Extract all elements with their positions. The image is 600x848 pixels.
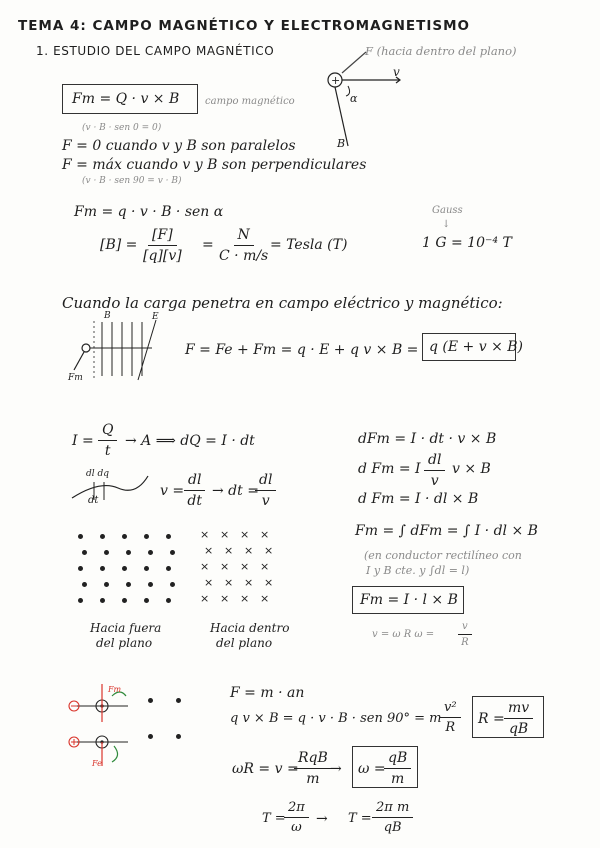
field-dot [100, 566, 105, 571]
field-cross: × [244, 544, 254, 557]
b-field-label: B [337, 137, 346, 150]
dl-dq-labels: dl dq [86, 469, 110, 479]
field-dot [122, 566, 127, 571]
f-man: F = m · an [230, 685, 305, 701]
field-dot [166, 598, 171, 603]
alpha-label: α [350, 92, 358, 105]
period-fraction-1 [284, 800, 309, 835]
field-dot [104, 582, 109, 587]
fm-label-4: Fm [108, 685, 122, 694]
field-cross: × [260, 592, 270, 605]
field-cross: × [260, 560, 270, 573]
omega-r-arrow: → [330, 761, 342, 777]
dt-eq-left: → dt = [212, 483, 259, 499]
f-max-perpendicular: F = máx cuando v y B son perpendiculares [62, 157, 367, 173]
force-into-plane-label: F (hacia dentro del plano) [365, 44, 517, 58]
b-label-2: B [104, 311, 111, 321]
in-plane-label-1: Hacia dentro [210, 621, 290, 635]
field-cross: × [224, 544, 234, 557]
radius-fraction-num: mv [504, 700, 533, 719]
note-parallel: (v · B · sen 0 = 0) [82, 123, 162, 133]
dfm-step-3: d Fm = I · dl × B [358, 491, 479, 507]
unit-fraction-1 [143, 227, 182, 264]
qvb-fraction-num: v² [440, 700, 461, 718]
dfm-step-2-num: dl [424, 452, 445, 471]
field-cross: × [200, 528, 210, 541]
conductor-note-1: (en conductor rectilíneo con [364, 549, 522, 562]
in-plane-label-2: del plano [216, 636, 273, 650]
velocity-label: v [393, 65, 400, 79]
radius-fraction-den: qB [508, 721, 529, 737]
radius-left: R = [478, 711, 505, 727]
period-arrow: → [316, 811, 328, 827]
dfm-step-1: dFm = I · dt · v × B [358, 431, 497, 447]
lorentz-total-equation: F = Fe + Fm = q · E + q v × B = [185, 342, 419, 358]
svg-text:+: + [331, 74, 341, 87]
circular-motion-diagram [68, 682, 188, 772]
dfm-step-2-den: v [430, 473, 439, 489]
dfm-step-2-fraction [424, 452, 445, 489]
fe-label-4: Fe [92, 759, 102, 768]
period-fraction-1-den: ω [291, 820, 302, 835]
field-cross: × [240, 592, 250, 605]
omega-result-num: qB [384, 750, 411, 769]
omega-left: ω = [358, 761, 386, 777]
section1-heading: 1. ESTUDIO DEL CAMPO MAGNÉTICO [36, 44, 275, 58]
fm-integral: Fm = ∫ dFm = ∫ I · dl × B [355, 523, 538, 539]
fm-formula: Fm = Q · v × B [72, 91, 180, 107]
field-dot [126, 550, 131, 555]
field-dot [122, 598, 127, 603]
field-dot [82, 582, 87, 587]
field-cross: × [220, 528, 230, 541]
omega-r-fraction-num: RqB [294, 750, 332, 769]
page-title: TEMA 4: CAMPO MAGNÉTICO Y ELECTROMAGNETISMO [18, 18, 471, 34]
e-label-2: E [152, 312, 159, 322]
note-perpendicular: (v · B · sen 90 = v · B) [82, 176, 182, 186]
campo-magnetico-note: campo magnético [205, 96, 295, 107]
omega-fraction [458, 621, 472, 648]
field-cross: × [264, 544, 274, 557]
omega-note: v = ω R ω = [372, 629, 435, 640]
v-eq-left: v = [160, 483, 185, 499]
dt-label: dt [88, 495, 99, 506]
omega-r-fraction [294, 750, 332, 787]
gauss-equation: 1 G = 10⁻⁴ T [422, 235, 512, 251]
field-cross: × [200, 560, 210, 573]
v-fraction-den: dt [187, 493, 203, 509]
period-fraction-2-num: 2π m [372, 800, 413, 818]
field-cross: × [260, 528, 270, 541]
current-i-left: I = [72, 433, 94, 449]
field-cross: × [264, 576, 274, 589]
field-cross: × [224, 576, 234, 589]
unit-b-left: [B] = [100, 237, 138, 253]
field-dot [100, 534, 105, 539]
qvb-fraction [440, 700, 461, 735]
field-dot [148, 550, 153, 555]
period-fraction-1-num: 2π [284, 800, 309, 818]
force-arrow [342, 52, 366, 73]
field-cross: × [220, 592, 230, 605]
field-cross: × [240, 560, 250, 573]
current-rest: → A ⟹ dQ = I · dt [125, 433, 255, 449]
omega-fraction-den: R [461, 637, 469, 648]
x-field-in [200, 528, 290, 608]
field-dot [148, 582, 153, 587]
field-dot [104, 550, 109, 555]
current-fraction [98, 422, 117, 459]
field-cross: × [220, 560, 230, 573]
fm-boxed: Fm = I · l × B [360, 592, 458, 608]
field-cross: × [244, 576, 254, 589]
current-fraction-den: t [104, 443, 111, 459]
field-dot [126, 582, 131, 587]
dfm-step-2-right: v × B [452, 461, 491, 477]
v-fraction-num: dl [184, 472, 205, 491]
radius-fraction [504, 700, 533, 737]
field-dot [100, 598, 105, 603]
dt-fraction [255, 472, 276, 509]
out-plane-label-2: del plano [96, 636, 153, 650]
field-dot [144, 566, 149, 571]
dot-field-out [78, 534, 188, 614]
conductor-note-2: I y B cte. y ∫dl = l) [366, 564, 470, 577]
field-cross: × [204, 544, 214, 557]
field-dot [122, 534, 127, 539]
dfm-step-2-left: d Fm = I [358, 461, 421, 477]
period-fraction-2-den: qB [383, 820, 402, 835]
omega-r-left: ωR = v = [232, 761, 299, 777]
out-plane-label-1: Hacia fuera [90, 621, 162, 635]
field-dot [144, 598, 149, 603]
field-cross: × [200, 592, 210, 605]
omega-fraction-num: v [458, 621, 472, 635]
unit-fraction-1-den: [q][v] [143, 248, 182, 264]
omega-result-den: m [390, 771, 405, 787]
current-fraction-num: Q [98, 422, 117, 441]
field-cross: × [204, 576, 214, 589]
omega-result-fraction [384, 750, 411, 787]
period-left-2: T = [348, 811, 372, 826]
charge-diagram [318, 46, 398, 166]
qvb-equation: q v × B = q · v · B · sen 90° = m [230, 711, 442, 726]
field-dot [166, 534, 171, 539]
unit-tesla: = Tesla (T) [270, 237, 348, 253]
unit-fraction-2-num: N [234, 227, 254, 246]
section2-heading: Cuando la carga penetra en campo eléctrico y magnético: [62, 294, 503, 312]
field-dot [78, 598, 83, 603]
fm-label-2: Fm [68, 373, 83, 383]
lorentz-total-boxed: q (E + v × B) [429, 339, 524, 355]
field-dot [166, 566, 171, 571]
unit-fraction-1-num: [F] [148, 227, 177, 246]
field-dot [78, 534, 83, 539]
field-dot [144, 534, 149, 539]
v-fraction [184, 472, 205, 509]
field-dot [170, 582, 175, 587]
unit-fraction-2-den: C · m/s [219, 248, 269, 264]
field-cross: × [240, 528, 250, 541]
gauss-label: Gauss [432, 205, 463, 216]
field-dot [78, 566, 83, 571]
qvb-fraction-den: R [445, 720, 456, 735]
wire-curve [70, 474, 150, 504]
period-fraction-2 [372, 800, 413, 835]
equals-sign: = [202, 237, 214, 253]
field-dot [170, 550, 175, 555]
dt-fraction-num: dl [255, 472, 276, 491]
field-dot [82, 550, 87, 555]
unit-fraction-2 [219, 227, 268, 264]
omega-r-fraction-den: m [306, 771, 320, 787]
period-left-1: T = [262, 811, 286, 826]
dt-fraction-den: v [261, 493, 270, 509]
gauss-arrow: ↓ [442, 219, 451, 230]
f-zero-parallel: F = 0 cuando v y B son paralelos [62, 138, 296, 154]
fm-sen-alpha: Fm = q · v · B · sen α [74, 204, 224, 220]
field-lines-diagram [72, 318, 172, 383]
